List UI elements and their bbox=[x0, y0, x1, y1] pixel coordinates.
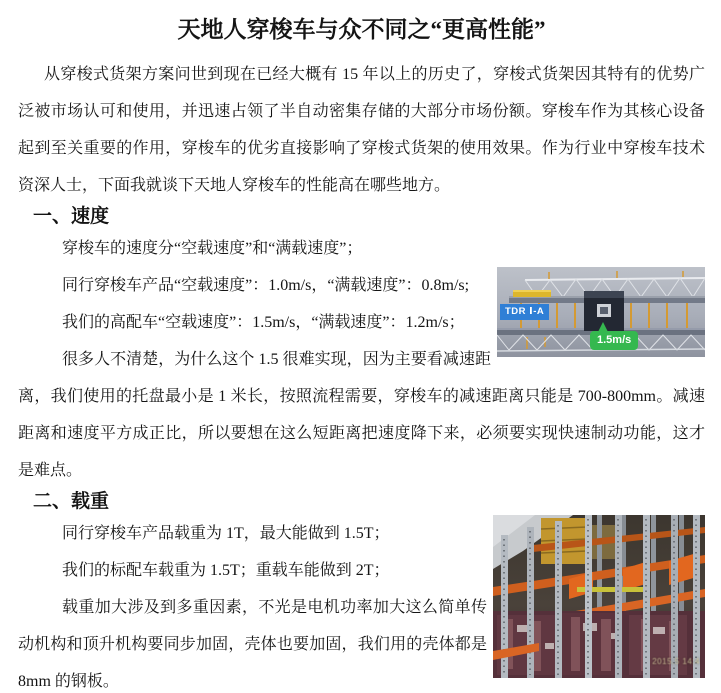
section-load-heading: 二、载重 bbox=[33, 491, 110, 512]
speed-paragraph-3: 我们的高配车“空载速度”：1.5m/s，“满载速度”：1.2m/s； bbox=[62, 314, 465, 331]
speed-paragraph-1: 穿梭车的速度分“空载速度”和“满载速度”； bbox=[62, 240, 363, 257]
speed-paragraph-4: 很多人不清楚，为什么这个 1.5 很难实现，因为主要看减速距离，我们使用的托盘最小是 1 米长，按照流程需要，穿梭车的减速距离只能是 700-800mm。减速距离和速度平方成正比，所以要想在这么短距离把速度降下来，必须要实现快速制动功能，这才是难点。 bbox=[18, 351, 705, 479]
speed-paragraph-2: 同行穿梭车产品“空载速度”：1.0m/s，“满载速度”：0.8m/s; bbox=[62, 277, 470, 294]
section-load bbox=[18, 489, 705, 693]
photo-timestamp: 2015.5 14:4 bbox=[652, 657, 700, 666]
section-speed bbox=[18, 204, 705, 489]
load-paragraph-3: 载重加大涉及到多重因素，不光是电机功率加大这么简单传动机构和顶升机构要同步加固，壳体也要加固，我们用的壳体都是 8mm 的钢板。 bbox=[18, 599, 487, 690]
section-speed-heading: 一、速度 bbox=[33, 206, 110, 227]
speed-bubble: 1.5m/s bbox=[590, 331, 638, 350]
warehouse-racking-illustration bbox=[493, 515, 705, 678]
page-title: 天地人穿梭车与众不同之“更高性能” bbox=[177, 17, 546, 42]
warehouse-racking-photo bbox=[493, 515, 705, 678]
load-paragraph-2: 我们的标配车载重为 1.5T；重载车能做到 2T； bbox=[62, 562, 390, 579]
intro-paragraph: 从穿梭式货架方案问世到现在已经大概有 15 年以上的历史了，穿梭式货架因其特有的优势广泛被市场认可和使用，并迅速占领了半自动密集存储的大部分市场份额。穿梭车作为其核心设备起到至关重要的作用，穿梭车的优劣直接影响了穿梭式货架的使用效果。作为行业中穿梭车技术资深人士，下面我就谈下天地人穿梭车的性能高在哪些地方。 bbox=[18, 66, 705, 194]
shuttle-rack-photo bbox=[497, 267, 705, 357]
model-badge: TDR Ⅰ-A bbox=[500, 304, 549, 320]
load-paragraph-1: 同行穿梭车产品载重为 1T，最大能做到 1.5T； bbox=[62, 525, 390, 542]
